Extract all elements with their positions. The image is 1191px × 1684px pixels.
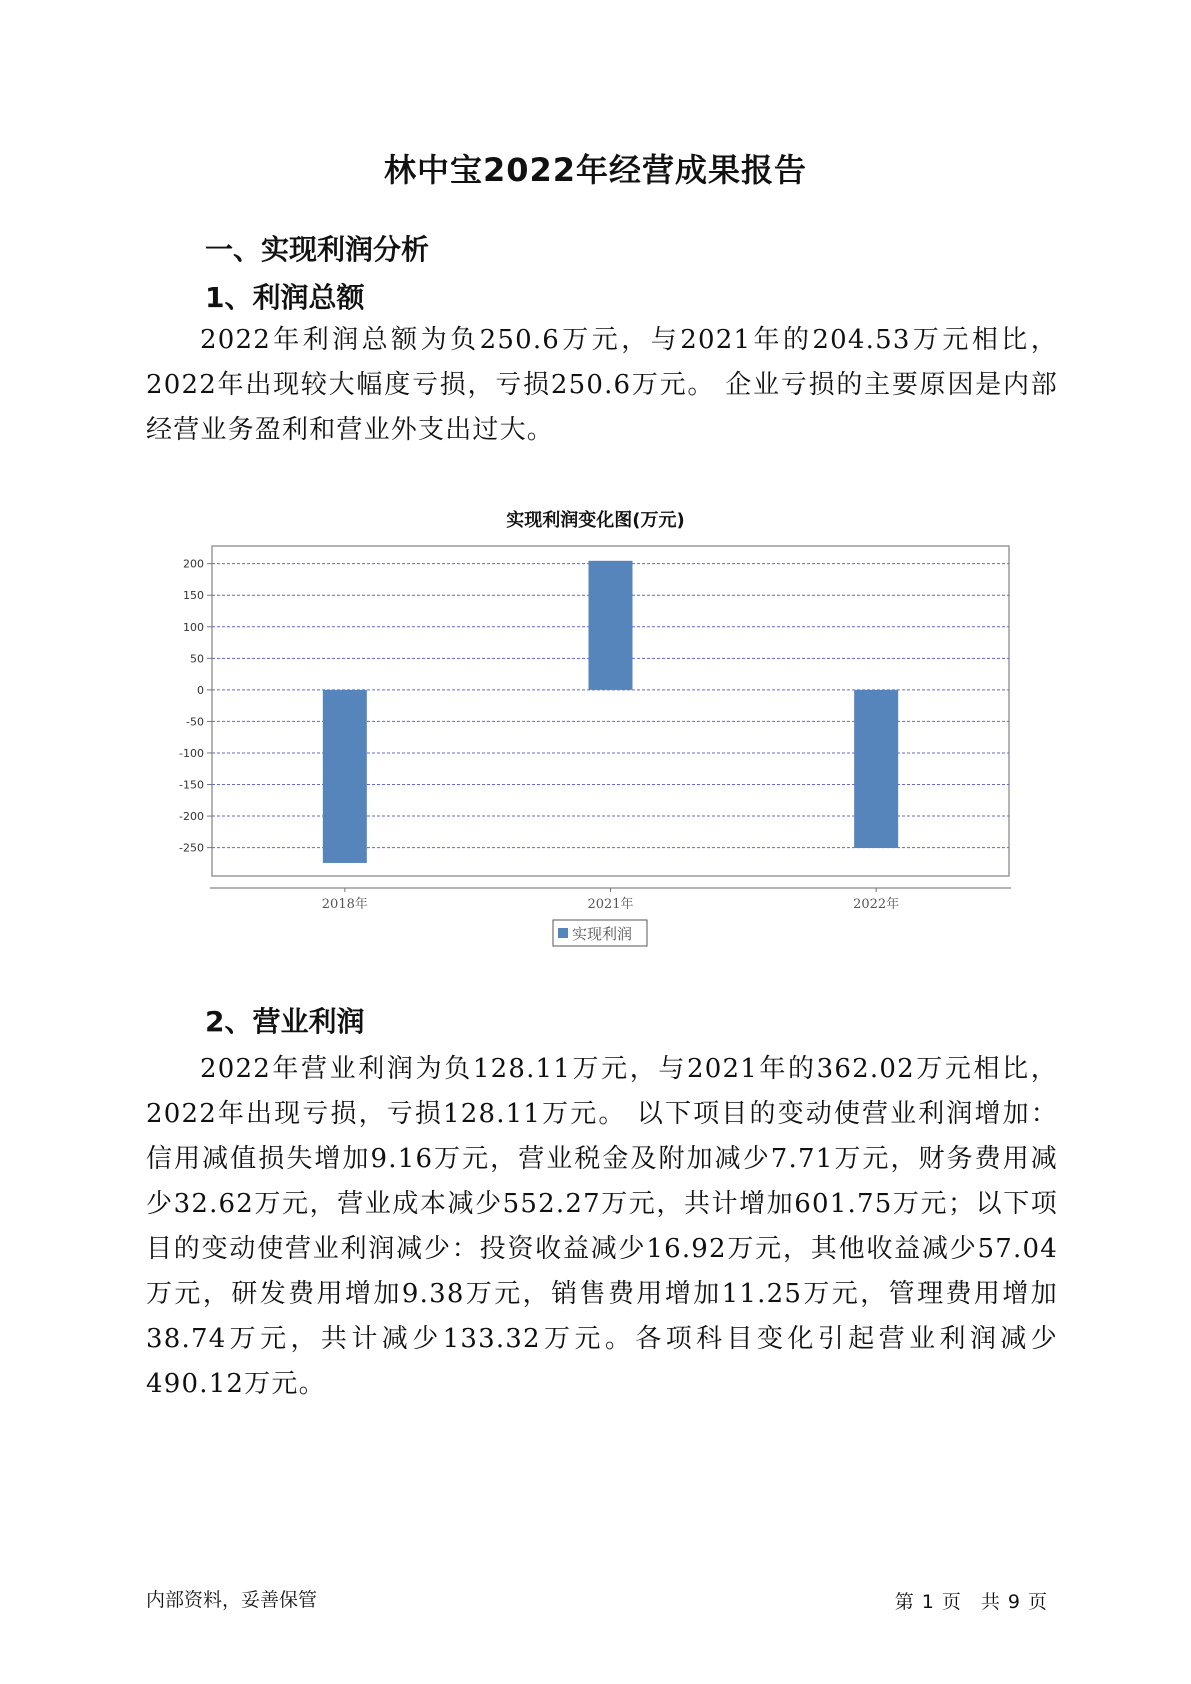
y-tick-label: -150 [179,778,204,792]
legend-swatch-profit [558,928,568,938]
x-tick-label: 2021年 [587,897,634,912]
x-tick-label: 2022年 [853,897,900,912]
paragraph-operating-profit: 2022年营业利润为负128.11万元，与2021年的362.02万元相比，2022年出现亏损，亏损128.11万元。 以下项目的变动使营业利润增加：信用减值损失增加9.16万元，营业税金及附加减少7.71万元，财务费用减少32.62万元，营业成本减少552.27万元，共计增加601.75万元；以下项目的变动使营业利润减少：投资收益减少16.92万元，其他收益减少57.04万元，研发费用增加9.38万元，销售费用增加11.25万元，管理费用增加38.74万元，共计减少133.32万元。各项科目变化引起营业利润减少490.12万元。 [146,1054,1058,1399]
y-tick-label: 50 [190,652,204,666]
chart-title: 实现利润变化图(万元) [506,510,685,531]
y-tick-label: -50 [186,715,204,729]
paragraph-total-profit: 2022年利润总额为负250.6万元，与2021年的204.53万元相比，2022年出现较大幅度亏损，亏损250.6万元。 企业亏损的主要原因是内部经营业务盈利和营业外支出过大。 [146,325,1058,445]
legend-label-profit: 实现利润 [572,925,633,943]
footer-confidential-note: 内部资料，妥善保管 [146,1589,318,1611]
y-tick-label: -200 [179,810,204,824]
y-tick-label: -100 [179,746,204,760]
y-tick-label: -250 [179,841,204,855]
chart-legend [553,920,647,946]
page-unit: 页 [941,1591,961,1613]
page-number: 1 [921,1591,934,1613]
subheading-operating-profit: 2、营业利润 [205,1005,365,1038]
bar-1 [323,690,367,863]
y-tick-label: 200 [183,557,204,571]
bar-3 [854,690,898,848]
document-title: 林中宝2022年经营成果报告 [383,151,808,189]
section-heading-profit-analysis: 一、实现利润分析 [205,233,430,266]
footer-page-info [891,1587,1051,1614]
subheading-total-profit: 1、利润总额 [205,281,365,314]
page-prefix: 第 [894,1591,914,1613]
total-pages: 9 [1007,1591,1020,1613]
bar-2 [589,561,633,690]
y-tick-label: 150 [183,589,204,603]
x-tick-label: 2018年 [321,897,368,912]
y-tick-label: 0 [197,683,204,697]
total-unit: 页 [1027,1591,1047,1613]
total-prefix: 共 [980,1591,1000,1613]
y-tick-label: 100 [183,620,204,634]
